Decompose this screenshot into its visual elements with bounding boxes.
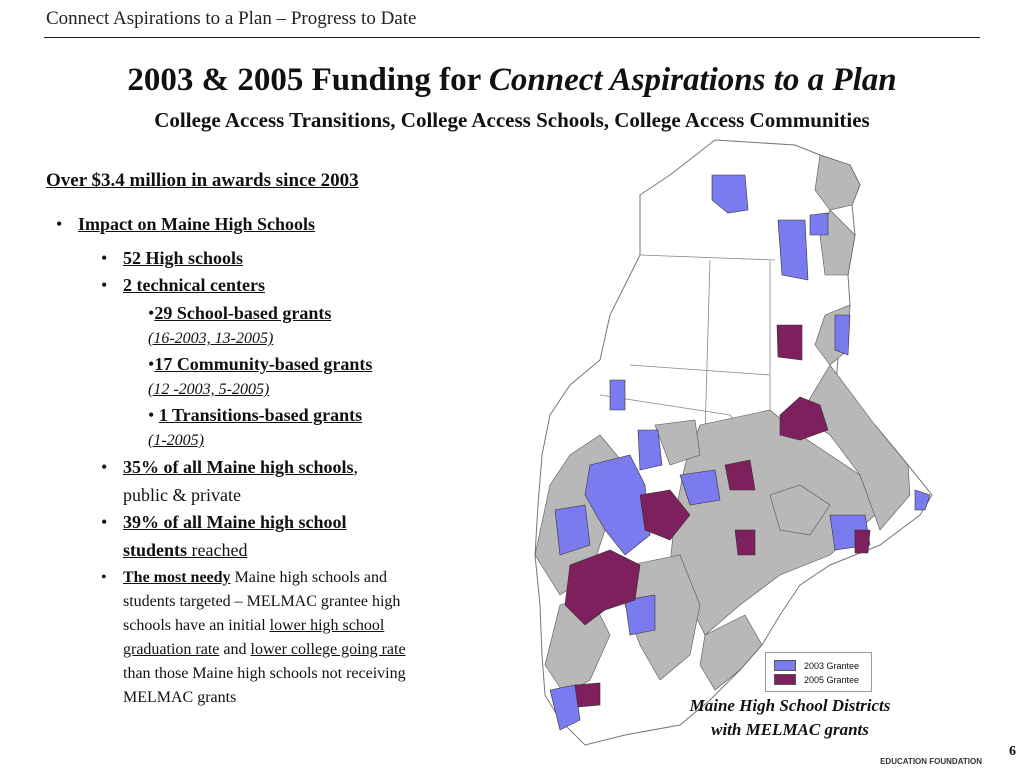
needy-bold: The most needy — [123, 569, 231, 586]
map-caption — [640, 694, 940, 742]
map-caption-line1: Maine High School Districts — [689, 696, 891, 715]
technical-centers-bullet: • 2 technical centers — [123, 275, 265, 296]
school-grants-item: •29 School-based grants — [148, 303, 332, 323]
pct-schools-line2: public & private — [123, 485, 241, 505]
legend-2003 — [774, 660, 859, 671]
pct-students-bold: students — [123, 540, 188, 560]
needy-link2: lower college going rate — [250, 641, 406, 658]
needy-line1: Maine high schools and — [230, 569, 387, 586]
district-2003 — [810, 213, 828, 235]
slide-subtitle: College Access Transitions, College Access Schools, College Access Communities — [154, 108, 870, 132]
needy-line6: MELMAC grants — [123, 689, 237, 706]
district-2003 — [835, 315, 850, 355]
community-grants: 17 Community-based grants — [154, 354, 373, 374]
map-legend — [765, 652, 872, 692]
community-grants-item: •17 Community-based grants — [148, 354, 373, 374]
community-grants-note: (12 -2003, 5-2005) — [148, 381, 270, 398]
legend-2003-label: 2003 Grantee — [804, 660, 860, 671]
district-2003 — [778, 220, 808, 280]
needy-bullet — [123, 566, 493, 710]
transition-grants-item: • 1 Transitions-based grants — [148, 405, 363, 425]
title-regular: 2003 & 2005 Funding for — [127, 62, 489, 98]
needy-line3: schools have an initial — [123, 617, 270, 634]
pct-students-reached: reached — [187, 540, 248, 560]
needy-line5: than those Maine high schools not receiving — [123, 665, 406, 682]
needy-line2: students targeted – MELMAC grantee high — [123, 593, 401, 610]
district-2005 — [855, 530, 870, 553]
district-2005 — [777, 325, 802, 360]
pct-schools: 35% of all Maine high schools — [123, 457, 354, 477]
slide-title — [0, 62, 1024, 99]
legend-2003-swatch — [774, 660, 796, 671]
title-italic: Connect Aspirations to a Plan — [488, 62, 897, 98]
page-number: 6 — [1009, 744, 1016, 759]
district-2005 — [725, 460, 755, 490]
needy-link1: lower high school — [269, 617, 385, 634]
org-footer: EDUCATION FOUNDATION — [880, 757, 982, 766]
district-2003 — [638, 430, 662, 470]
legend-2005-swatch — [774, 674, 796, 685]
slide-header: Connect Aspirations to a Plan – Progress to Date — [46, 8, 417, 29]
needy-link1b: graduation rate — [123, 641, 220, 658]
needy-and: and — [219, 641, 251, 658]
school-grants: 29 School-based grants — [154, 303, 332, 323]
pct-students-line2 — [123, 540, 247, 561]
pct-schools-suffix: , — [353, 457, 359, 477]
impact-bullet: • Impact on Maine High Schools — [78, 214, 315, 235]
pct-students-bullet: • 39% of all Maine high school — [123, 512, 347, 533]
pct-schools-bullet — [123, 457, 358, 478]
awards-heading: Over $3.4 million in awards since 2003 — [46, 170, 359, 191]
district-2005 — [575, 683, 600, 707]
transition-grants-note: (1-2005) — [148, 432, 204, 449]
school-grants-note: (16-2003, 13-2005) — [148, 330, 274, 347]
transition-grants: 1 Transitions-based grants — [158, 405, 363, 425]
high-schools-bullet: • 52 High schools — [123, 248, 243, 269]
district-2003 — [610, 380, 625, 410]
district-2005 — [735, 530, 755, 555]
legend-2005-label: 2005 Grantee — [804, 674, 860, 685]
map-caption-line2: with MELMAC grants — [711, 720, 869, 739]
legend-2005 — [774, 674, 859, 685]
header-divider — [44, 37, 980, 38]
